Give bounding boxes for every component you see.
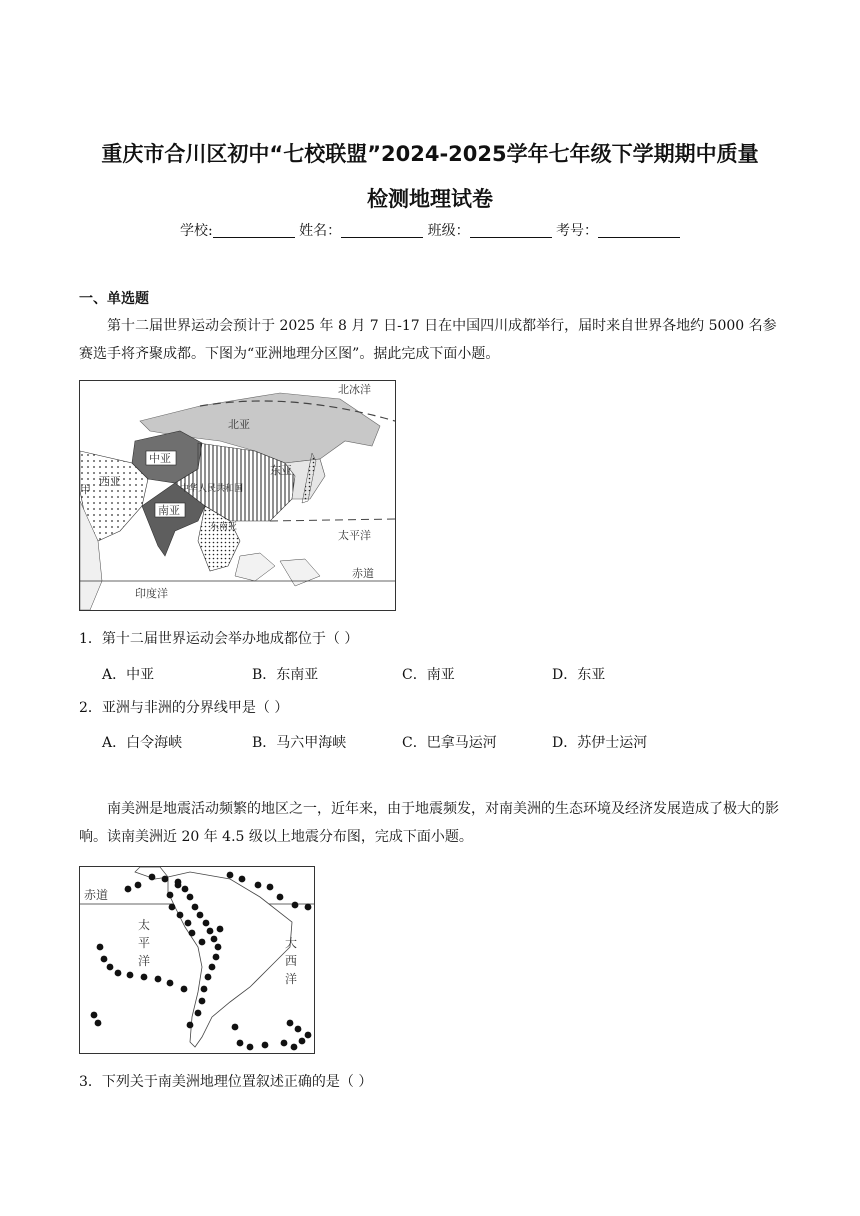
earthquake-dot <box>277 894 284 901</box>
south-america-earthquake-map <box>79 866 315 1054</box>
question-1-options <box>102 664 702 684</box>
label-atlantic-3: 洋 <box>285 972 298 986</box>
earthquake-dot <box>125 886 132 893</box>
asia-regions-map <box>79 380 396 611</box>
label-pacific-2: 平 <box>138 936 151 950</box>
earthquake-dot <box>95 1020 102 1027</box>
earthquake-dot <box>169 904 176 911</box>
question-1-stem: 1．第十二届世界运动会举办地成都位于（ ） <box>79 631 359 647</box>
student-info-line <box>0 220 860 240</box>
earthquake-dot <box>177 912 184 919</box>
label-atlantic-2: 西 <box>285 954 298 968</box>
name-label: 姓名： <box>299 223 342 239</box>
school-blank[interactable] <box>213 223 295 238</box>
label-atlantic-1: 大 <box>285 936 298 950</box>
earthquake-dot <box>227 872 234 879</box>
earthquake-dot <box>207 928 214 935</box>
earthquake-dot <box>305 904 312 911</box>
earthquake-dot <box>211 936 218 943</box>
earthquake-dot <box>215 944 222 951</box>
earthquake-dot <box>185 920 192 927</box>
passage-2: 南美洲是地震活动频繁的地区之一，近年来，由于地震频发，对南美洲的生态环境及经济发展造成了极大的影响。读南美洲近 20 年 4.5 级以上地震分布图，完成下面小题。 <box>79 801 779 845</box>
earthquake-dot <box>299 1038 306 1045</box>
label-west-asia: 西亚 <box>99 475 121 488</box>
label-jia: 甲 <box>80 483 91 496</box>
q1-option-c[interactable]: C．南亚 <box>402 667 455 683</box>
earthquake-dot <box>192 904 199 911</box>
earthquake-dot <box>187 894 194 901</box>
label-arctic-ocean: 北冰洋 <box>338 383 371 396</box>
earthquake-dot <box>167 980 174 987</box>
earthquake-dot <box>239 876 246 883</box>
earthquake-dot <box>175 882 182 889</box>
name-blank[interactable] <box>341 223 423 238</box>
exam-number-label: 考号： <box>556 223 599 239</box>
label-north-asia: 北亚 <box>228 418 250 431</box>
question-3-stem: 3．下列关于南美洲地理位置叙述正确的是（ ） <box>79 1074 373 1090</box>
label-pacific-3: 洋 <box>138 954 151 968</box>
earthquake-dot <box>213 954 220 961</box>
earthquake-dot <box>189 930 196 937</box>
label-equator: 赤道 <box>352 567 374 580</box>
earthquake-dot <box>197 912 204 919</box>
label-pacific-1: 太 <box>138 918 151 932</box>
earthquake-dot <box>127 972 134 979</box>
label-equator-2: 赤道 <box>84 888 109 902</box>
section-heading: 一、单选题 <box>79 291 149 307</box>
exam-title-line2: 检测地理试卷 <box>367 187 493 211</box>
earthquake-dot <box>292 902 299 909</box>
earthquake-dot <box>115 970 122 977</box>
earthquake-dot <box>255 882 262 889</box>
earthquake-dot <box>232 1024 239 1031</box>
q1-option-a[interactable]: A．中亚 <box>102 667 155 683</box>
label-east-asia: 东亚 <box>270 464 292 477</box>
earthquake-dot <box>107 964 114 971</box>
earthquake-dot <box>209 964 216 971</box>
earthquake-dot <box>247 1044 254 1051</box>
school-label: 学校: <box>179 223 213 239</box>
earthquake-dot <box>203 920 210 927</box>
earthquake-dot <box>195 1010 202 1017</box>
label-indian-ocean: 印度洋 <box>135 587 168 600</box>
earthquake-dot <box>141 974 148 981</box>
earthquake-dot <box>167 892 174 899</box>
earthquake-dot <box>287 1020 294 1027</box>
q2-option-b[interactable]: B．马六甲海峡 <box>252 735 347 751</box>
earthquake-dot <box>199 998 206 1005</box>
earthquake-dot <box>281 1040 288 1047</box>
earthquake-dot <box>262 1042 269 1049</box>
earthquake-dot <box>135 882 142 889</box>
earthquake-dot <box>267 884 274 891</box>
earthquake-dot <box>101 956 108 963</box>
label-south-asia: 南亚 <box>158 504 180 517</box>
question-2-stem: 2．亚洲与非洲的分界线甲是（ ） <box>79 700 289 716</box>
label-central-asia: 中亚 <box>149 452 171 465</box>
earthquake-dot <box>199 939 206 946</box>
q1-option-d[interactable]: D．东亚 <box>552 667 606 683</box>
earthquake-dot <box>97 944 104 951</box>
earthquake-dot <box>187 1022 194 1029</box>
earthquake-dot <box>217 926 224 933</box>
passage-1: 第十二届世界运动会预计于 2025 年 8 月 7 日-17 日在中国四川成都举行，届时来自世界各地约 5000 名参赛选手将齐聚成都。下图为“亚洲地理分区图”。据此完成下面小题。 <box>79 318 777 362</box>
earthquake-dot <box>155 976 162 983</box>
label-southeast-asia: 东南亚 <box>210 522 238 532</box>
earthquake-dot <box>291 1044 298 1051</box>
earthquake-dot <box>91 1012 98 1019</box>
earthquake-dot <box>162 876 169 883</box>
earthquake-dot <box>305 1032 312 1039</box>
q2-option-d[interactable]: D．苏伊士运河 <box>552 735 648 751</box>
earthquake-dot <box>201 986 208 993</box>
class-blank[interactable] <box>470 223 552 238</box>
exam-title-line1: 重庆市合川区初中“七校联盟”2024-2025学年七年级下学期期中质量 <box>101 142 759 166</box>
earthquake-dot <box>182 886 189 893</box>
q1-option-b[interactable]: B．东南亚 <box>252 667 319 683</box>
label-china: 中华人民共和国 <box>180 484 244 494</box>
exam-number-blank[interactable] <box>598 223 680 238</box>
earthquake-dot <box>181 986 188 993</box>
label-pacific-ocean: 太平洋 <box>338 529 371 542</box>
q2-option-a[interactable]: A．白令海峡 <box>102 735 183 751</box>
earthquake-dot <box>237 1040 244 1047</box>
earthquake-dot <box>149 874 156 881</box>
earthquake-dot <box>295 1026 302 1033</box>
q2-option-c[interactable]: C．巴拿马运河 <box>402 735 497 751</box>
earthquake-dot <box>205 974 212 981</box>
class-label: 班级： <box>427 223 470 239</box>
question-2-options <box>102 732 702 752</box>
